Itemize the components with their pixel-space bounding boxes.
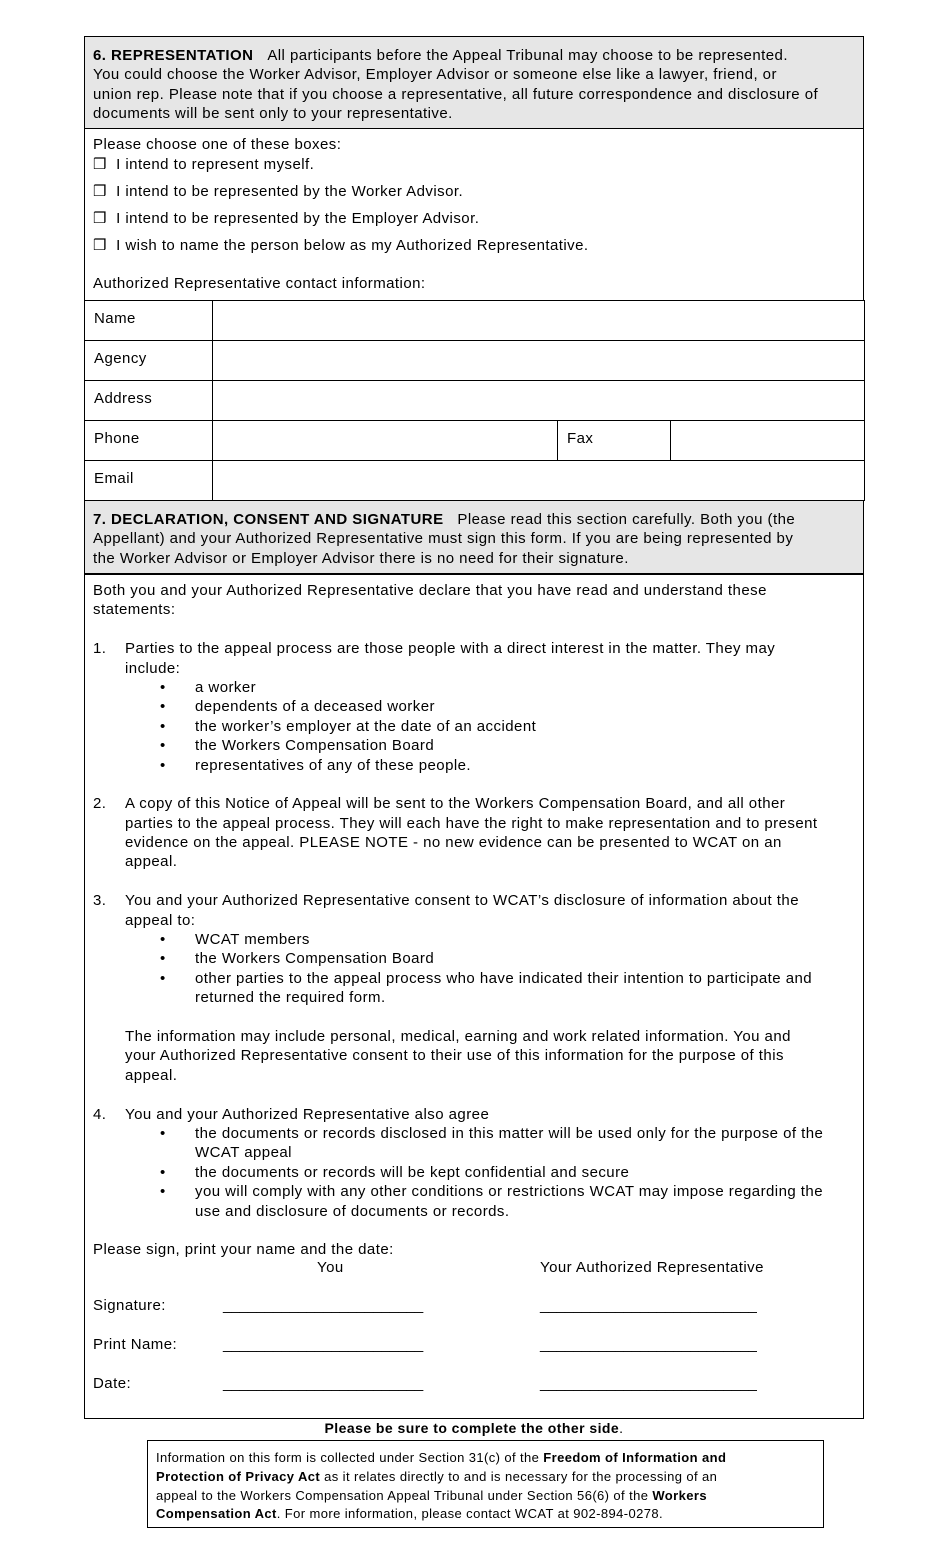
section7-title: 7. DECLARATION, CONSENT AND SIGNATURE [93, 511, 444, 528]
address-field[interactable] [212, 380, 865, 421]
bullet-item-line [93, 736, 823, 755]
you-signature-line[interactable]: ________________________ [223, 1297, 424, 1314]
bullet-icon: • [160, 1163, 166, 1181]
line-text: WCAT appeal [195, 1144, 292, 1162]
numbered-item-line [93, 659, 823, 678]
option-label: I intend to be represented by the Employer Advisor. [116, 210, 480, 227]
section6-intro-line: documents will be sent only to your representative. [93, 105, 453, 123]
numbered-item-line [93, 639, 823, 658]
notice-line: appeal to the Workers Compensation Appeal Tribunal under Section 56(6) of the Workers [156, 1487, 707, 1503]
line-text: your Authorized Representative consent to their use of this information for the purpose of this [125, 1047, 784, 1065]
name-label: Name [94, 310, 136, 327]
line-text: WCAT members [195, 931, 310, 949]
name-field[interactable] [212, 300, 865, 341]
checkbox-icon[interactable]: ❒ [93, 156, 107, 173]
section6-title: 6. REPRESENTATION [93, 47, 254, 64]
bullet-icon: • [160, 931, 166, 949]
bullet-icon: • [160, 737, 166, 755]
agency-label: Agency [94, 350, 147, 367]
notice-line: Protection of Privacy Act as it relates directly to and is necessary for the processing of an [156, 1468, 718, 1484]
email-label-cell [84, 460, 213, 501]
bullet-item-line [93, 717, 823, 736]
fax-label: Fax [567, 430, 594, 447]
line-text: representatives of any of these people. [195, 756, 472, 774]
you-date-line[interactable]: ________________________ [223, 1375, 424, 1392]
spacer [93, 775, 823, 794]
bullet-item-line [93, 678, 823, 697]
rep-print-name-line[interactable]: __________________________ [540, 1336, 757, 1353]
option-authorized-rep[interactable] [93, 236, 589, 255]
contact-label: Authorized Representative contact information: [93, 275, 426, 292]
spacer [93, 1008, 823, 1027]
line-text: dependents of a deceased worker [195, 698, 435, 716]
section6-intro-line: You could choose the Worker Advisor, Employer Advisor or someone else like a lawyer, friend, or [93, 66, 777, 84]
line-text: The information may include personal, medical, earning and work related information. You and [125, 1027, 791, 1045]
paragraph-line [93, 581, 823, 600]
bullet-icon: • [160, 756, 166, 774]
address-label-cell [84, 380, 213, 421]
line-text: You and your Authorized Representative also agree [125, 1105, 490, 1123]
paragraph-line [93, 1027, 823, 1046]
checkbox-icon[interactable]: ❒ [93, 183, 107, 200]
email-field[interactable] [212, 460, 865, 501]
email-label: Email [94, 470, 134, 487]
section7-intro-line: Appellant) and your Authorized Representative must sign this form. If you are being represented by [93, 530, 794, 548]
line-text: Parties to the appeal process are those people with a direct interest in the matter. They may [125, 640, 776, 658]
privacy-notice [147, 1440, 824, 1528]
section6-intro-line: All participants before the Appeal Tribunal may choose to be represented. [267, 47, 788, 64]
line-text: parties to the appeal process. They will each have the right to make representation and to present [125, 814, 818, 832]
bullet-item-line [93, 697, 823, 716]
bullet-item-line [93, 1182, 823, 1201]
numbered-item-line [93, 852, 823, 871]
bullet-item-line [93, 988, 823, 1007]
line-text: Please sign, print your name and the date: [93, 1241, 394, 1259]
name-label-cell [84, 300, 213, 341]
spacer [93, 872, 823, 891]
rep-date-line[interactable]: __________________________ [540, 1375, 757, 1392]
paragraph-line [93, 1066, 823, 1085]
bullet-item-line [93, 1163, 823, 1182]
line-text: the Workers Compensation Board [195, 950, 435, 968]
checkbox-icon[interactable]: ❒ [93, 210, 107, 227]
item-number: 1. [93, 640, 107, 658]
line-text: You and your Authorized Representative consent to WCAT’s disclosure of information about the [125, 892, 799, 910]
agency-field[interactable] [212, 340, 865, 381]
line-text: include: [125, 659, 181, 677]
complete-other-side-reminder [84, 1420, 864, 1436]
line-text: appeal to: [125, 911, 196, 929]
line-text: the documents or records disclosed in this matter will be used only for the purpose of the [195, 1124, 824, 1142]
line-text: appeal. [125, 1066, 178, 1084]
bullet-icon: • [160, 1124, 166, 1142]
paragraph-line [93, 1046, 823, 1065]
bullet-icon: • [160, 950, 166, 968]
option-employer-advisor[interactable] [93, 209, 479, 228]
option-worker-advisor[interactable] [93, 182, 463, 201]
numbered-item-line [93, 794, 823, 813]
declaration-text [93, 581, 823, 1260]
bullet-icon: • [160, 698, 166, 716]
line-text: statements: [93, 601, 176, 619]
reminder-period: . [619, 1420, 624, 1436]
bullet-item-line [93, 1143, 823, 1162]
option-represent-self[interactable] [93, 155, 314, 174]
line-text: A copy of this Notice of Appeal will be sent to the Workers Compensation Board, and all other [125, 795, 786, 813]
line-text: evidence on the appeal. PLEASE NOTE - no new evidence can be presented to WCAT on an [125, 834, 782, 852]
phone-label-cell [84, 420, 213, 461]
print-name-label: Print Name: [93, 1336, 178, 1353]
notice-line: Compensation Act. For more information, please contact WCAT at 902-894-0278. [156, 1506, 664, 1522]
line-text: other parties to the appeal process who have indicated their intention to participate and [195, 969, 813, 987]
date-label: Date: [93, 1375, 132, 1392]
choose-label: Please choose one of these boxes: [93, 136, 342, 153]
bullet-icon: • [160, 969, 166, 987]
line-text: use and disclosure of documents or records. [195, 1202, 510, 1220]
numbered-item-line [93, 833, 823, 852]
section7-header [84, 500, 864, 574]
spacer [93, 620, 823, 639]
bullet-item-line [93, 969, 823, 988]
line-text: the worker’s employer at the date of an accident [195, 717, 537, 735]
bullet-icon: • [160, 1183, 166, 1201]
phone-field[interactable] [212, 420, 558, 461]
item-number: 2. [93, 795, 107, 813]
bullet-item-line [93, 949, 823, 968]
line-text: returned the required form. [195, 989, 386, 1007]
section7-intro-line: the Worker Advisor or Employer Advisor there is no need for their signature. [93, 549, 629, 567]
signature-label: Signature: [93, 1297, 166, 1314]
line-text: appeal. [125, 853, 178, 871]
bullet-icon: • [160, 717, 166, 735]
spacer [93, 1221, 823, 1240]
agency-label-cell [84, 340, 213, 381]
line-text: the Workers Compensation Board [195, 737, 435, 755]
line-text: a worker [195, 678, 257, 696]
numbered-item-line [93, 1105, 823, 1124]
bullet-item-line [93, 1202, 823, 1221]
fax-label-cell [557, 420, 671, 461]
you-print-name-line[interactable]: ________________________ [223, 1336, 424, 1353]
bullet-icon: • [160, 678, 166, 696]
paragraph-line [93, 600, 823, 619]
numbered-item-line [93, 911, 823, 930]
spacer [93, 1085, 823, 1104]
item-number: 3. [93, 892, 107, 910]
option-label: I intend to be represented by the Worker Advisor. [116, 183, 464, 200]
bullet-item-line [93, 1124, 823, 1143]
address-label: Address [94, 390, 153, 407]
reminder-text: Please be sure to complete the other side [324, 1420, 620, 1436]
item-number: 4. [93, 1105, 107, 1123]
checkbox-icon[interactable]: ❒ [93, 237, 107, 254]
line-text: Both you and your Authorized Representative declare that you have read and understand these [93, 582, 767, 599]
notice-line: Information on this form is collected under Section 31(c) of the Freedom of Information and [156, 1450, 727, 1465]
line-text: the documents or records will be kept confidential and secure [195, 1163, 630, 1181]
numbered-item-line [93, 814, 823, 833]
line-text: you will comply with any other conditions or restrictions WCAT may impose regarding the [195, 1183, 823, 1201]
numbered-item-line [93, 891, 823, 910]
section6-intro-line: union rep. Please note that if you choose a representative, all future correspondence and disclosure of [93, 85, 819, 103]
col-you-heading: You [317, 1259, 344, 1276]
option-label: I wish to name the person below as my Authorized Representative. [116, 237, 589, 254]
phone-label: Phone [94, 430, 140, 447]
rep-signature-line[interactable]: __________________________ [540, 1297, 757, 1314]
col-rep-heading: Your Authorized Representative [540, 1259, 764, 1276]
fax-field[interactable] [670, 420, 865, 461]
bullet-item-line [93, 756, 823, 775]
section7-intro-line: Please read this section carefully. Both you (the [457, 511, 796, 528]
bullet-item-line [93, 930, 823, 949]
section6-header [84, 36, 864, 129]
paragraph-line [93, 1240, 823, 1259]
option-label: I intend to represent myself. [116, 156, 315, 173]
